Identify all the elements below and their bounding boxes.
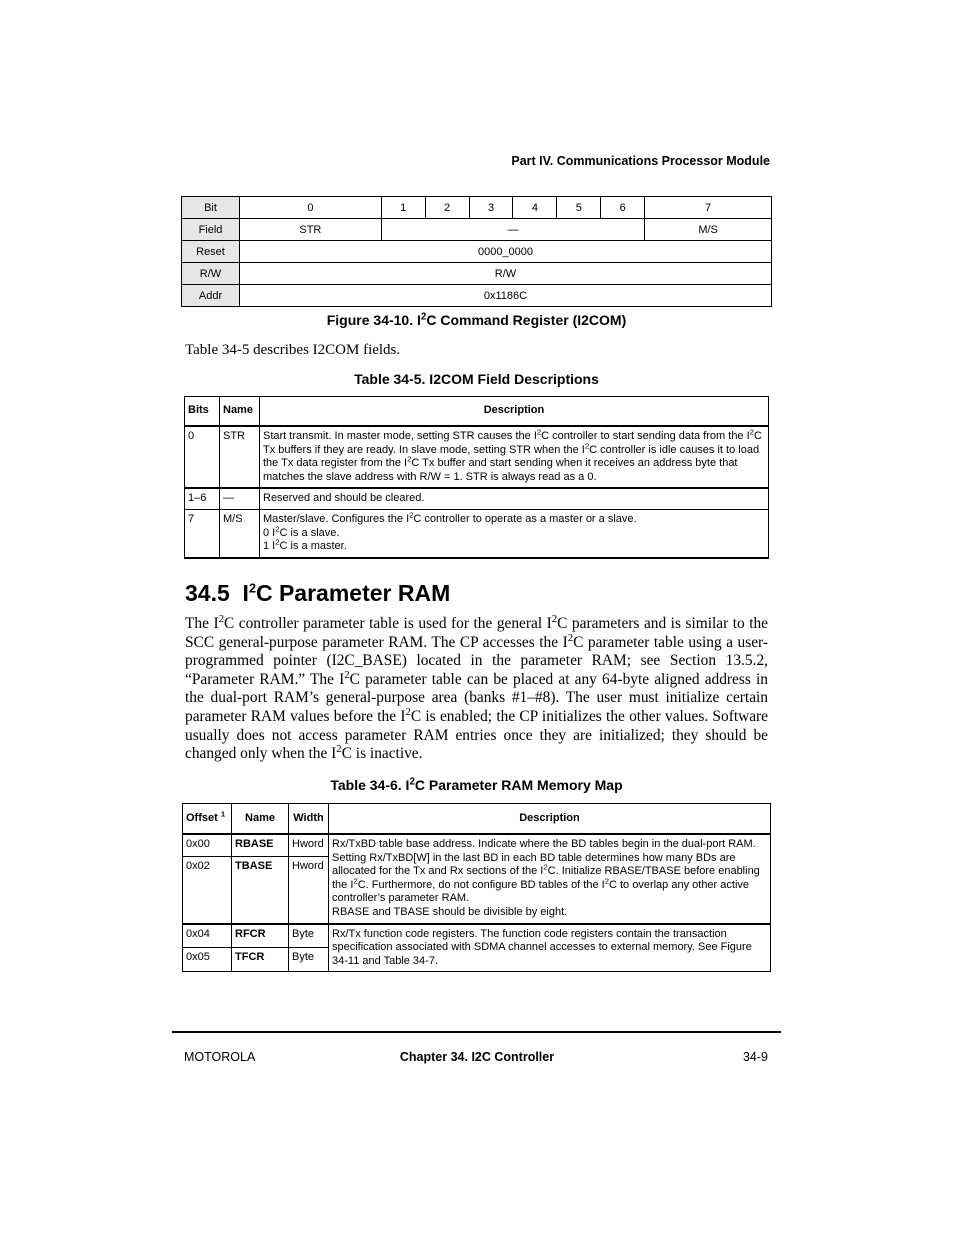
cell-offset: 0x00 [183, 834, 232, 856]
cell-name: M/S [220, 509, 260, 557]
cell-description: Rx/Tx function code registers. The function code registers contain the transaction specification associated with SDMA channel accesses to external memory. See Figure 34-11 and Table 34-7. [329, 924, 771, 972]
table-row [185, 488, 769, 509]
cell-description: Master/slave. Configures the $I^2C$ controller to operate as a master or a slave. 0 $I^2C$ is a slave. 1 $I^2C$ is a master. [260, 509, 769, 557]
rw-row [182, 263, 772, 285]
field-row-label: Field [182, 219, 240, 241]
cell-name: — [220, 488, 260, 509]
bit-number: 5 [557, 197, 601, 219]
addr-value: 0x1186C [240, 285, 772, 307]
footer-chapter: Chapter 34. I2C Controller [399, 1050, 555, 1064]
cell-bits: 1–6 [185, 488, 220, 509]
cell-bits: 7 [185, 509, 220, 557]
cell-width: Hword [289, 834, 329, 856]
cell-description: Start transmit. In master mode, setting STR causes the $I^2C$ controller to start sending data from the $I^2C$ Tx buffers if they are ready. In slave mode, setting STR when the $I^2C$ controller is idle causes it to load the Tx data register from the $I^2C$ Tx buffer and start sending when it receives an address byte that matches the slave address with R/W = 1. STR is always read as a 0. [260, 426, 769, 488]
bit-row [182, 197, 772, 219]
cell-width: Hword [289, 856, 329, 924]
bit-number: 3 [469, 197, 513, 219]
cell-name: RFCR [232, 924, 289, 948]
footer-publisher: MOTOROLA [184, 1050, 256, 1064]
reset-value: 0000_0000 [240, 241, 772, 263]
table-row [185, 509, 769, 557]
table-header-row [185, 397, 769, 427]
table-row [183, 924, 771, 948]
bit-number: 1 [381, 197, 425, 219]
header-name: Name [220, 397, 260, 427]
header-offset: Offset $^1$ [183, 804, 232, 835]
cell-offset: 0x05 [183, 948, 232, 972]
header-description: Description [260, 397, 769, 427]
cell-name: RBASE [232, 834, 289, 856]
rw-row-label: R/W [182, 263, 240, 285]
caption-sup: 2 [420, 311, 427, 323]
table-row [185, 426, 769, 488]
field-descriptions-table [184, 396, 769, 559]
parameter-ram-table [182, 803, 771, 972]
register-figure-table [181, 196, 772, 307]
bit-row-label: Bit [182, 197, 240, 219]
caption-text: Figure 34-10. I [326, 312, 421, 328]
cell-name: STR [220, 426, 260, 488]
field-str: STR [240, 219, 382, 241]
header-bits: Bits [185, 397, 220, 427]
addr-row [182, 285, 772, 307]
field-row [182, 219, 772, 241]
running-header: Part IV. Communications Processor Module [511, 154, 770, 168]
cell-description: Reserved and should be cleared. [260, 488, 769, 509]
cell-description: Rx/TxBD table base address. Indicate where the BD tables begin in the dual-port RAM. Setting Rx/TxBD[W] in the last BD in each BD table determines how many BDs are allocated for the Tx and Rx sections of the $I^2C$. Initialize RBASE/TBASE before enabling the $I^2C$. Furthermore, do not configure BD tables of the $I^2C$ to overlap any other active controller’s parameter RAM. RBASE and TBASE should be divisible by eight. [329, 834, 771, 924]
cell-name: TFCR [232, 948, 289, 972]
figure-caption [181, 312, 772, 328]
header-width: Width [289, 804, 329, 835]
bit-number: 0 [240, 197, 382, 219]
bit-number: 6 [601, 197, 645, 219]
page-number: 34-9 [742, 1050, 768, 1064]
bit-number: 7 [645, 197, 772, 219]
reset-row-label: Reset [182, 241, 240, 263]
table-row [183, 834, 771, 856]
table-header-row [183, 804, 771, 835]
intro-text: Table 34-5 describes I2COM fields. [185, 342, 401, 358]
cell-bits: 0 [185, 426, 220, 488]
header-description: Description [329, 804, 771, 835]
rw-value: R/W [240, 263, 772, 285]
cell-width: Byte [289, 924, 329, 948]
field-ms: M/S [645, 219, 772, 241]
table5-caption: Table 34-5. I2COM Field Descriptions [354, 371, 599, 387]
caption-text: C Command Register (I2COM) [426, 312, 627, 328]
table6-caption: Table 34-6. $I^2C$ Parameter RAM Memory Map [330, 776, 623, 793]
cell-offset: 0x02 [183, 856, 232, 924]
header-name: Name [232, 804, 289, 835]
addr-row-label: Addr [182, 285, 240, 307]
cell-offset: 0x04 [183, 924, 232, 948]
footer-rule [172, 1031, 781, 1033]
cell-name: TBASE [232, 856, 289, 924]
cell-width: Byte [289, 948, 329, 972]
field-reserved: — [381, 219, 644, 241]
section-heading: 34.5 $I^2C$ Parameter RAM [185, 580, 451, 606]
bit-number: 2 [425, 197, 469, 219]
body-paragraph: The $I^2C$ controller parameter table is used for the general $I^2C$ parameters and is similar to the SCC general-purpose parameter RAM. The CP accesses the $I^2C$ parameter table using a user-programmed pointer (I2C_BASE) located in the parameter RAM; see Section 13.5.2, “Parameter RAM.” The $I^2C$ parameter table can be placed at any 64-byte aligned address in the dual-port RAM’s general-purpose area (banks #1–#8). The user must initialize certain parameter RAM values before the $I^2C$ is enabled; the CP initializes the other values. Software usually does not access parameter RAM entries once they are initialized; they should be changed only when the $I^2C$ is inactive. [185, 612, 768, 763]
reset-row [182, 241, 772, 263]
bit-number: 4 [513, 197, 557, 219]
